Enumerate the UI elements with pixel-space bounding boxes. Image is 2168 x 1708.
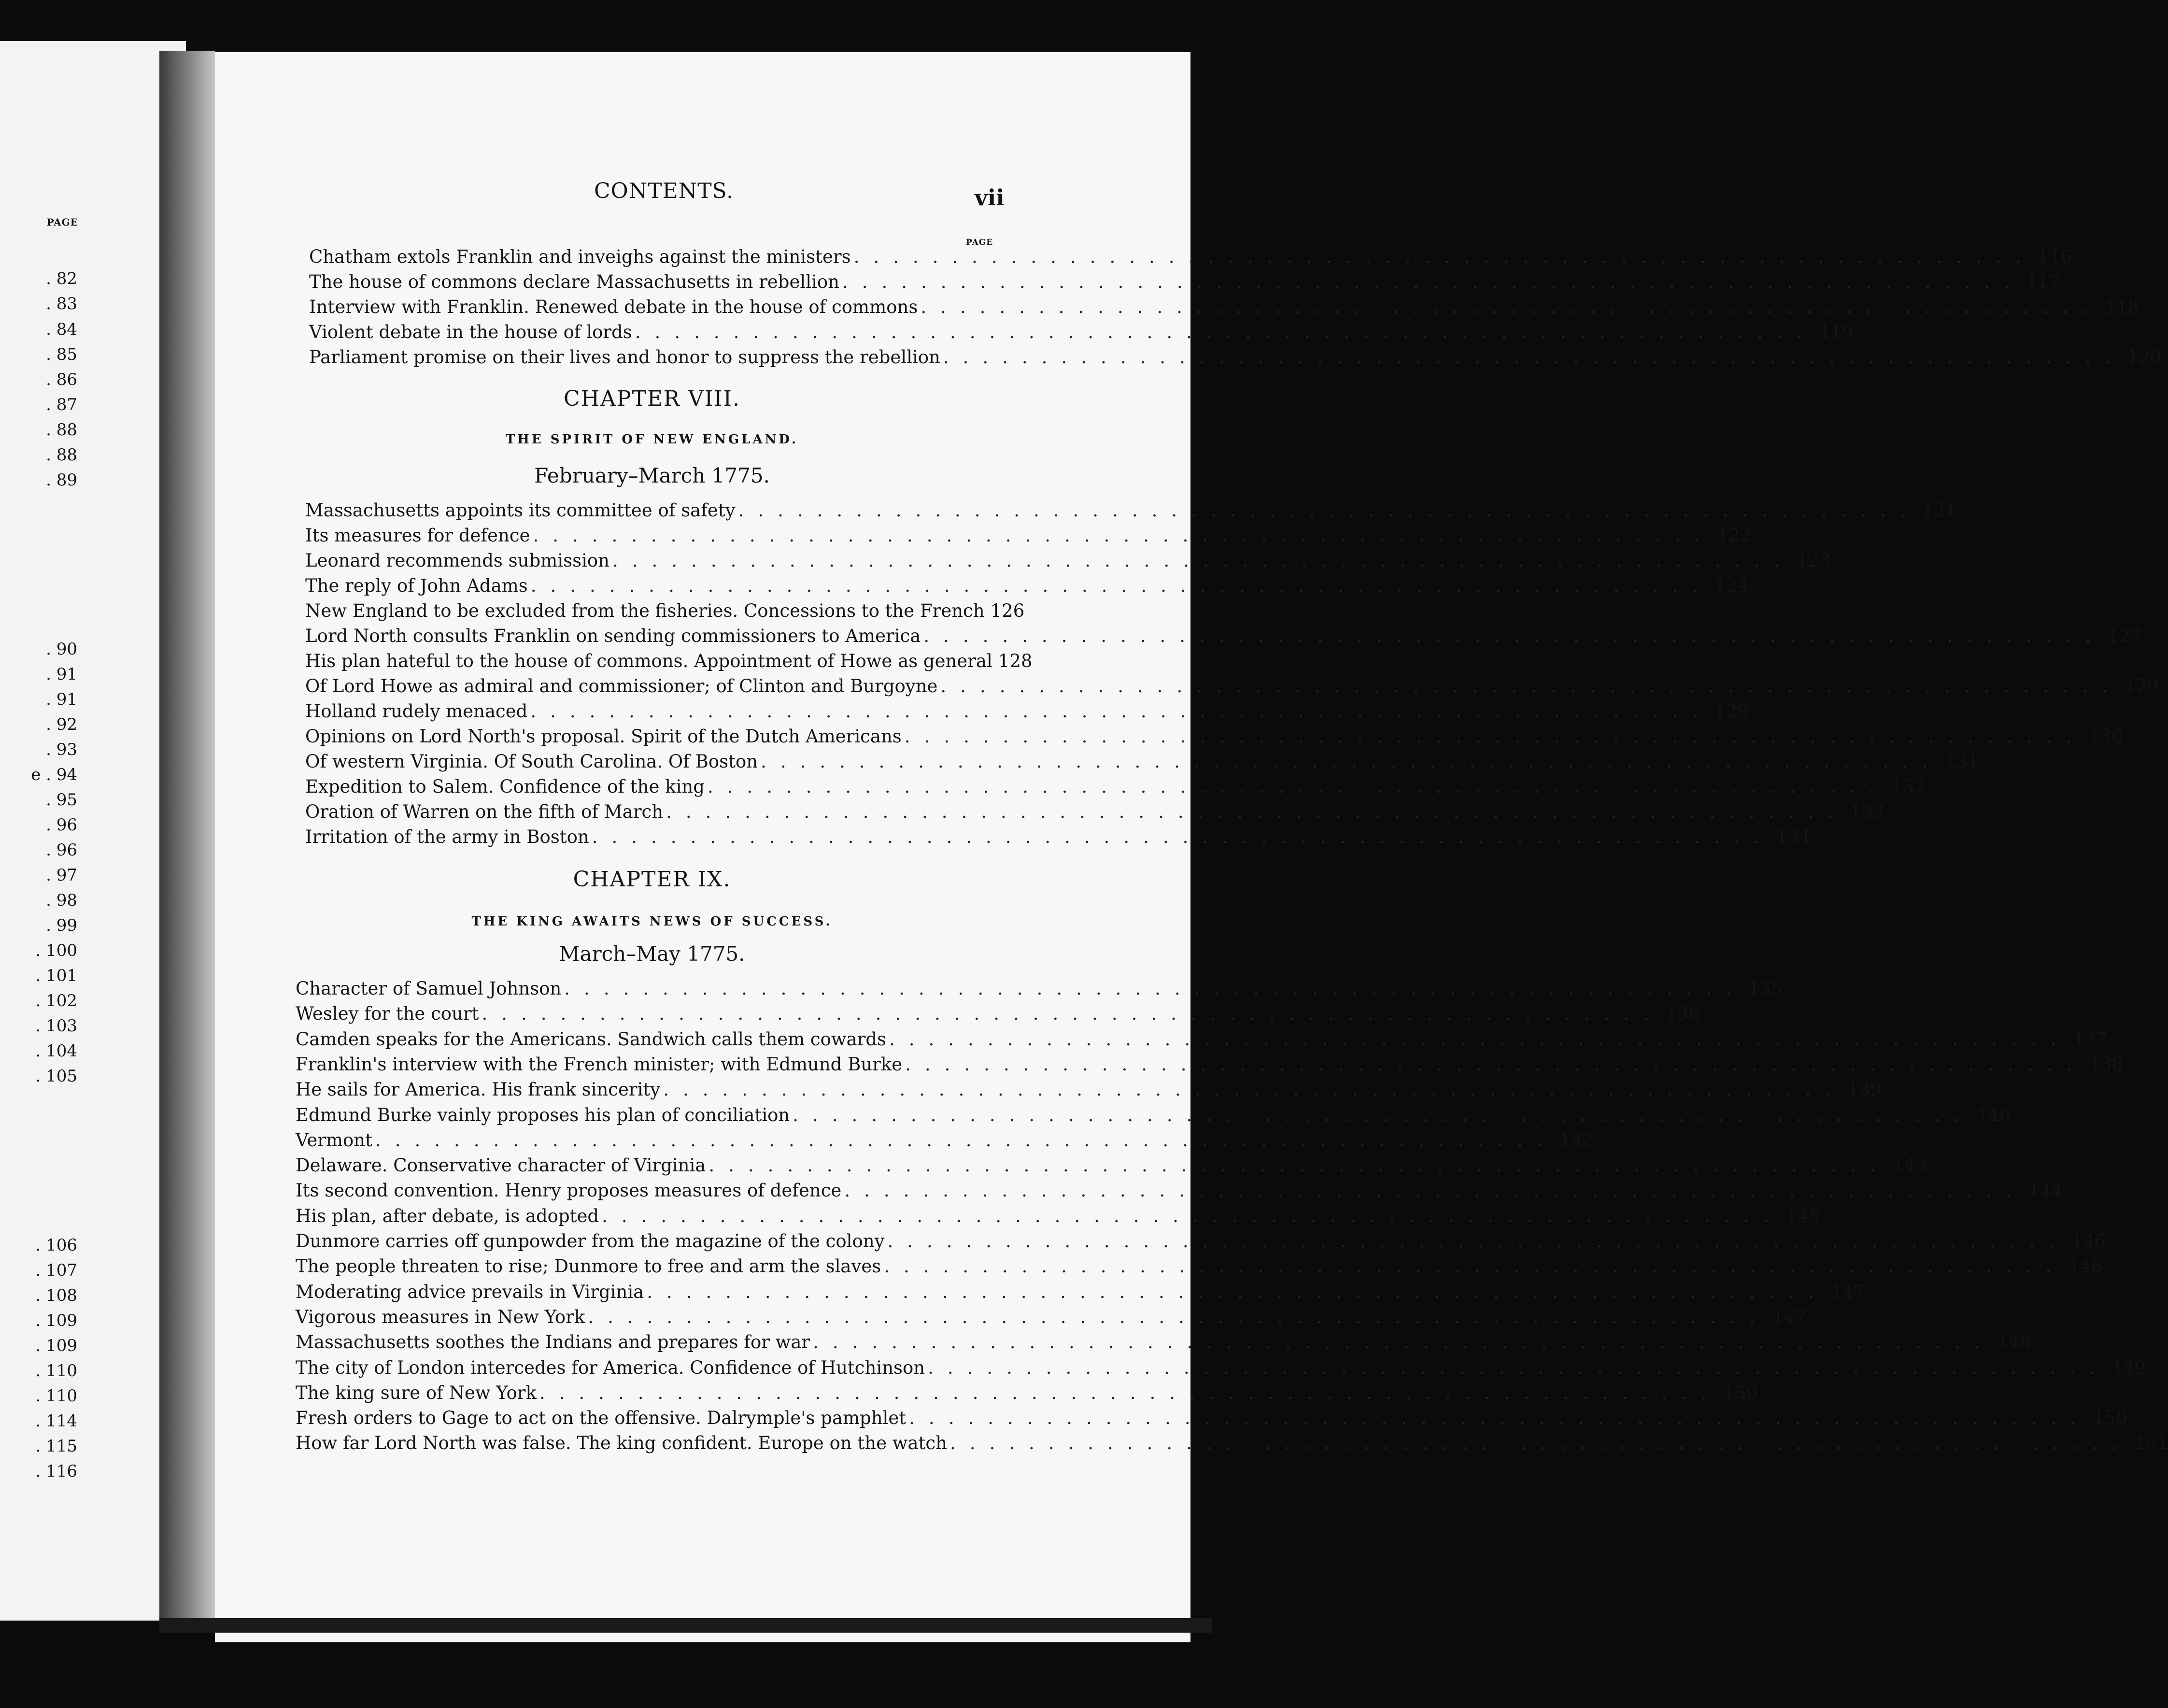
toc-entry-title: Camden speaks for the Americans. Sandwich calls them cowards [296, 1028, 887, 1050]
toc-entry [309, 245, 2072, 269]
facing-page-number: . 84 [46, 320, 77, 339]
facing-page-number: . 91 [46, 665, 77, 684]
toc-entry-title: Character of Samuel Johnson [296, 978, 562, 999]
toc-entry-page: 119 [1819, 322, 1854, 342]
toc-entry-page: 150 [2093, 1408, 2127, 1429]
toc-entry-title: Moderating advice prevails in Virginia [296, 1281, 644, 1302]
toc-entry-title: Expedition to Salem. Confidence of the king [305, 776, 705, 797]
book-gutter [159, 51, 215, 1618]
toc-entry [296, 1002, 1700, 1026]
toc-entry [305, 750, 1979, 774]
toc-entry-title: Lord North consults Franklin on sending commissioners to America [305, 626, 921, 646]
toc-leader-dots: ............................................................ [533, 525, 1715, 546]
toc-entry [305, 649, 1033, 673]
toc-entry [296, 1103, 2011, 1127]
toc-entry-page: 129 [2125, 676, 2159, 697]
toc-entry-title: The reply of John Adams [305, 575, 528, 596]
facing-page-number: . 104 [35, 1041, 77, 1061]
toc-leader-dots: ............................................................ [889, 1028, 2070, 1050]
page-folio: vii [975, 185, 1005, 211]
toc-leader-dots: ............................................................ [923, 626, 2105, 646]
toc-entry-page: 138 [2089, 1053, 2124, 1075]
facing-page-number: . 115 [35, 1437, 77, 1456]
toc-entry-page: 122 [1717, 525, 1751, 546]
facing-page-number: . 93 [46, 740, 77, 759]
toc-entry-page: 124 [1715, 575, 1749, 596]
toc-entry-title: New England to be excluded from the fisheries. Concessions to the French [305, 600, 985, 621]
toc-entry-page: 132 [1891, 776, 1926, 797]
toc-entry-page: 130 [2088, 726, 2123, 747]
toc-entry [309, 320, 1854, 344]
toc-leader-dots: ............................................................ [928, 1357, 2109, 1378]
toc-entry-page: 147 [1772, 1306, 1806, 1327]
toc-entry [296, 1204, 1820, 1228]
toc-leader-dots: ............................................................ [708, 1155, 1890, 1176]
toc-leader-dots: ............................................................ [738, 500, 1920, 521]
toc-leader-dots: ............................................................ [943, 347, 2125, 368]
toc-entry [309, 270, 2061, 294]
toc-entry-title: The house of commons declare Massachusetts in rebellion [309, 271, 839, 292]
toc-entry [296, 1330, 2031, 1354]
toc-entry-page: 127 [2108, 626, 2142, 646]
toc-entry-title: Massachusetts appoints its committee of safety [305, 500, 736, 521]
toc-entry [296, 1381, 1758, 1405]
toc-leader-dots: ............................................................ [666, 801, 1847, 822]
toc-leader-dots: ............................................................ [663, 1079, 1844, 1100]
toc-leader-dots: ............................................................ [909, 1408, 2090, 1429]
toc-entry-title: Leonard recommends submission [305, 550, 610, 571]
toc-entry [305, 599, 1025, 623]
toc-entry-title: The king sure of New York [296, 1382, 537, 1403]
toc-leader-dots: ............................................................ [530, 575, 1712, 596]
facing-page-number: . 101 [35, 966, 77, 985]
toc-entry-title: His plan, after debate, is adopted [296, 1205, 599, 1226]
page-column-label: PAGE [966, 238, 993, 247]
facing-page [0, 41, 186, 1621]
toc-entry-title: Oration of Warren on the fifth of March [305, 801, 664, 822]
facing-page-number: . 103 [35, 1016, 77, 1036]
facing-page-number: . 97 [46, 866, 77, 885]
toc-entry-page: 151 [2134, 1433, 2168, 1454]
facing-page-number: . 86 [46, 370, 77, 389]
toc-entry-title: Its second convention. Henry proposes measures of defence [296, 1180, 842, 1201]
facing-page-number: . 96 [46, 815, 77, 835]
toc-entry-title: The people threaten to rise; Dunmore to free and arm the slaves [296, 1256, 881, 1277]
toc-entry [296, 1153, 1927, 1178]
toc-entry-page: 144 [2028, 1180, 2063, 1201]
toc-leader-dots: ............................................................ [612, 550, 1794, 571]
toc-entry [305, 524, 1751, 548]
toc-entry [305, 800, 1885, 824]
page-bottom-shadow [159, 1618, 1212, 1633]
facing-page-number: . 95 [46, 790, 77, 810]
toc-leader-dots: ............................................................ [647, 1281, 1828, 1302]
toc-entry-title: He sails for America. His frank sincerity [296, 1079, 661, 1100]
toc-entry-title: Of western Virginia. Of South Carolina. Of Boston [305, 751, 758, 772]
toc-entry-page: 136 [1666, 1003, 1700, 1025]
facing-page-number: . 85 [46, 345, 77, 364]
facing-page-number: . 100 [35, 941, 77, 960]
toc-entry-page: 150 [1723, 1382, 1758, 1403]
toc-entry-title: Edmund Burke vainly proposes his plan of conciliation [296, 1104, 790, 1125]
toc-leader-dots: ............................................................ [761, 751, 1942, 772]
chapter-8-title: CHAPTER VIII. [564, 386, 740, 411]
facing-page-number: . 83 [46, 294, 77, 313]
toc-leader-dots: ............................................................ [375, 1129, 1557, 1151]
facing-page-number: . 107 [35, 1261, 77, 1280]
toc-leader-dots: ............................................................ [482, 1003, 1663, 1025]
facing-page-number: . 108 [35, 1286, 77, 1305]
toc-entry-page: 143 [1893, 1155, 1927, 1176]
facing-page-number: . 109 [35, 1336, 77, 1355]
toc-entry-title: Opinions on Lord North's proposal. Spirit of the Dutch Americans [305, 726, 902, 747]
facing-page-number: . 106 [35, 1236, 77, 1255]
facing-page-number: . 116 [35, 1462, 77, 1481]
toc-entry [296, 1305, 1806, 1329]
toc-entry-page: 117 [2026, 271, 2061, 292]
facing-page-number: . 88 [46, 445, 77, 465]
toc-entry [305, 549, 1831, 573]
toc-entry-page: 129 [1715, 701, 1749, 722]
facing-page-number: . 89 [46, 470, 77, 490]
toc-entry-page: 145 [1785, 1205, 1820, 1226]
facing-page-number: . 110 [35, 1361, 77, 1381]
toc-entry-title: Franklin's interview with the French minister; with Edmund Burke [296, 1053, 903, 1075]
toc-entry-title: Massachusetts soothes the Indians and prepares for war [296, 1332, 810, 1353]
toc-entry [309, 295, 2139, 319]
toc-entry [296, 1053, 2124, 1077]
toc-entry-page: 120 [2127, 347, 2162, 368]
facing-page-number: . 99 [46, 916, 77, 935]
toc-leader-dots: ............................................................ [949, 1433, 2131, 1454]
toc-entry-title: Irritation of the army in Boston [305, 826, 589, 847]
toc-entry-title: The city of London intercedes for America. Confidence of Hutchinson [296, 1357, 925, 1378]
facing-page-number: . 114 [35, 1411, 77, 1431]
toc-entry [305, 624, 2142, 648]
toc-entry-title: His plan hateful to the house of commons. Appointment of Howe as general [305, 651, 992, 671]
toc-leader-dots: ............................................................ [539, 1382, 1721, 1403]
toc-leader-dots: ............................................................ [635, 322, 1816, 342]
toc-entry-title: How far Lord North was false. The king confident. Europe on the watch [296, 1433, 947, 1454]
toc-entry [296, 1078, 1882, 1102]
toc-entry [296, 1229, 2106, 1253]
toc-entry-title: Chatham extols Franklin and inveighs against the ministers [309, 246, 851, 267]
toc-entry-page: 131 [1944, 751, 1979, 772]
chapter-9-dates: March–May 1775. [559, 942, 745, 966]
facing-page-number: . 87 [46, 395, 77, 414]
toc-entry-page: 139 [1847, 1079, 1882, 1100]
toc-entry [296, 1128, 1594, 1153]
toc-entry-title: Fresh orders to Gage to act on the offensive. Dalrymple's pamphlet [296, 1408, 907, 1429]
facing-page-number: . 98 [46, 891, 77, 910]
toc-leader-dots: ............................................................ [842, 271, 2024, 292]
toc-leader-dots: ............................................................ [905, 1053, 2086, 1075]
toc-leader-dots: ............................................................ [853, 246, 2035, 267]
facing-page-number: . 109 [35, 1311, 77, 1330]
toc-entry-page: 126 [990, 600, 1025, 621]
toc-entry [296, 1280, 1865, 1304]
facing-page-number: . 96 [46, 840, 77, 860]
facing-page-number: . 90 [46, 640, 77, 659]
facing-page-number: . 91 [46, 690, 77, 709]
toc-entry-title: Holland rudely menaced [305, 701, 528, 722]
toc-leader-dots: ............................................................ [564, 978, 1745, 999]
toc-entry-page: 128 [998, 651, 1033, 671]
toc-entry [305, 674, 2159, 698]
toc-leader-dots: ............................................................ [887, 1231, 2069, 1252]
facing-page-number: . 88 [46, 420, 77, 440]
facing-page-number: . 82 [46, 269, 77, 288]
toc-leader-dots: ............................................................ [813, 1332, 1994, 1353]
toc-entry-page: 148 [1997, 1332, 2031, 1353]
toc-entry-page: 142 [1559, 1129, 1594, 1151]
facing-page-number: . 102 [35, 991, 77, 1011]
chapter-9-title: CHAPTER IX. [573, 867, 731, 892]
toc-entry-title: Delaware. Conservative character of Virginia [296, 1155, 706, 1176]
facing-page-label: PAGE [46, 216, 78, 228]
toc-entry-page: 135 [1748, 978, 1783, 999]
toc-entry [305, 825, 1811, 849]
toc-leader-dots: ............................................................ [530, 701, 1712, 722]
toc-leader-dots: ............................................................ [592, 826, 1773, 847]
toc-leader-dots: ............................................................ [940, 676, 2122, 697]
chapter-8-dates: February–March 1775. [534, 464, 770, 487]
toc-entry-title: Parliament promise on their lives and honor to suppress the rebellion [309, 347, 940, 368]
toc-leader-dots: ............................................................ [793, 1104, 1974, 1125]
toc-leader-dots: ............................................................ [707, 776, 1889, 797]
toc-entry-title: Wesley for the court [296, 1003, 479, 1025]
toc-entry-page: 140 [1976, 1104, 2011, 1125]
toc-leader-dots: ............................................................ [921, 297, 2102, 317]
toc-entry [296, 1179, 2063, 1203]
toc-entry-page: 146 [2071, 1231, 2106, 1252]
toc-entry [296, 1356, 2146, 1380]
toc-entry-title: Vigorous measures in New York [296, 1306, 585, 1327]
toc-entry-page: 149 [2111, 1357, 2146, 1378]
chapter-9-subtitle: THE KING AWAITS NEWS OF SUCCESS. [471, 914, 833, 929]
toc-entry-title: Vermont [296, 1129, 372, 1151]
toc-leader-dots: ............................................................ [844, 1180, 2026, 1201]
toc-entry-page: 123 [1796, 550, 1831, 571]
toc-entry-title: Dunmore carries off gunpowder from the magazine of the colony [296, 1231, 885, 1252]
toc-entry [296, 1431, 2168, 1455]
toc-entry-page: 121 [1922, 500, 1956, 521]
toc-entry [305, 775, 1926, 799]
toc-entry [296, 977, 1783, 1001]
toc-entry-title: Its measures for defence [305, 525, 530, 546]
toc-entry-page: 133 [1850, 801, 1885, 822]
toc-entry [296, 1254, 2102, 1279]
toc-entry-page: 134 [1776, 826, 1811, 847]
toc-entry-page: 118 [2105, 297, 2139, 317]
toc-leader-dots: ............................................................ [602, 1205, 1783, 1226]
facing-page-number: . 105 [35, 1067, 77, 1086]
toc-entry [296, 1406, 2127, 1430]
facing-page-number: e . 94 [31, 765, 77, 784]
toc-entry [305, 498, 1956, 523]
toc-entry [305, 699, 1749, 724]
toc-entry [296, 1027, 2108, 1052]
toc-leader-dots: ............................................................ [588, 1306, 1770, 1327]
toc-entry-page: 147 [1830, 1281, 1865, 1302]
toc-entry-page: 137 [2073, 1028, 2108, 1050]
facing-page-number: . 92 [46, 715, 77, 734]
toc-leader-dots: ............................................................ [904, 726, 2086, 747]
chapter-8-subtitle: THE SPIRIT OF NEW ENGLAND. [505, 432, 799, 447]
toc-entry-page: 116 [2038, 246, 2072, 267]
toc-entry [305, 574, 1749, 598]
toc-entry-title: Interview with Franklin. Renewed debate in the house of commons [309, 297, 918, 317]
toc-entry-title: Of Lord Howe as admiral and commissioner; of Clinton and Burgoyne [305, 676, 938, 697]
toc-leader-dots: ............................................................ [884, 1256, 2065, 1277]
toc-entry [309, 345, 2162, 370]
toc-entry [305, 725, 2123, 749]
toc-entry-page: 146 [2068, 1256, 2102, 1277]
facing-page-number: . 110 [35, 1386, 77, 1406]
running-head: CONTENTS. [594, 179, 734, 203]
toc-entry-title: Violent debate in the house of lords [309, 322, 632, 342]
